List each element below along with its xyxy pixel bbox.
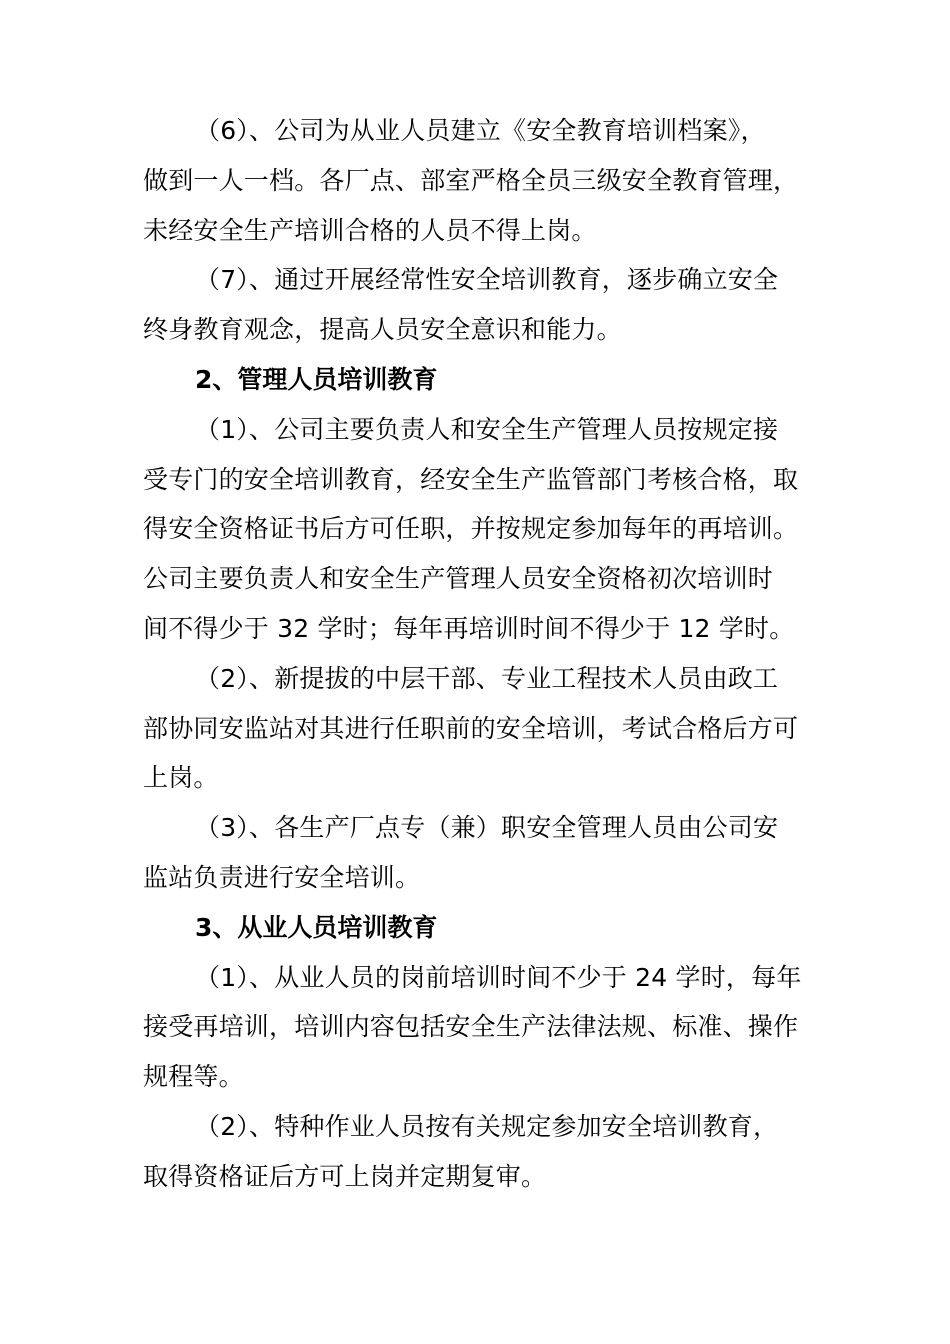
paragraph-2-1	[143, 405, 823, 654]
text-line: 未经安全生产培训合格的人员不得上岗。	[143, 215, 597, 245]
text-line: （7）、通过开展经常性安全培训教育，逐步确立安全	[195, 265, 779, 295]
text-line: （2）、新提拔的中层干部、专业工程技术人员由政工	[195, 663, 779, 693]
text-line: （2）、特种作业人员按有关规定参加安全培训教育，	[195, 1111, 779, 1141]
text-line: 受专门的安全培训教育，经安全生产监管部门考核合格，取	[143, 464, 799, 494]
document-body	[143, 106, 823, 1202]
text-line: （3）、各生产厂点专（兼）职安全管理人员由公司安	[195, 813, 779, 843]
text-line: 间不得少于 32 学时；每年再培训时间不得少于 12 学时。	[143, 613, 795, 643]
text-line: 接受再培训，培训内容包括安全生产法律法规、标准、操作	[143, 1012, 799, 1042]
text-line: 得安全资格证书后方可任职，并按规定参加每年的再培训。	[143, 514, 799, 544]
section-heading-2: 2、管理人员培训教育	[195, 364, 438, 394]
text-line: 终身教育观念，提高人员安全意识和能力。	[143, 315, 622, 345]
text-line: 部协同安监站对其进行任职前的安全培训，考试合格后方可	[143, 713, 799, 743]
text-line: （6）、公司为从业人员建立《安全教育培训档案》，	[195, 116, 766, 145]
text-line: 取得资格证后方可上岗并定期复审。	[143, 1161, 547, 1191]
text-line: 做到一人一档。各厂点、部室严格全员三级安全教育管理，	[143, 165, 799, 195]
text-line: 规程等。	[143, 1062, 244, 1092]
text-line: 上岗。	[143, 763, 219, 793]
paragraph-2-2	[143, 654, 823, 803]
text-line: 监站负责进行安全培训。	[143, 862, 421, 892]
text-line: （1）、从业人员的岗前培训时间不少于 24 学时，每年	[195, 962, 802, 992]
paragraph-6	[143, 106, 823, 255]
text-line: 公司主要负责人和安全生产管理人员安全资格初次培训时	[143, 564, 774, 594]
text-line: （1）、公司主要负责人和安全生产管理人员按规定接	[195, 414, 779, 444]
paragraph-3-1	[143, 953, 823, 1102]
paragraph-2-3	[143, 803, 823, 903]
paragraph-3-2	[143, 1102, 823, 1202]
paragraph-7	[143, 255, 823, 355]
section-heading-3: 3、从业人员培训教育	[195, 912, 438, 942]
